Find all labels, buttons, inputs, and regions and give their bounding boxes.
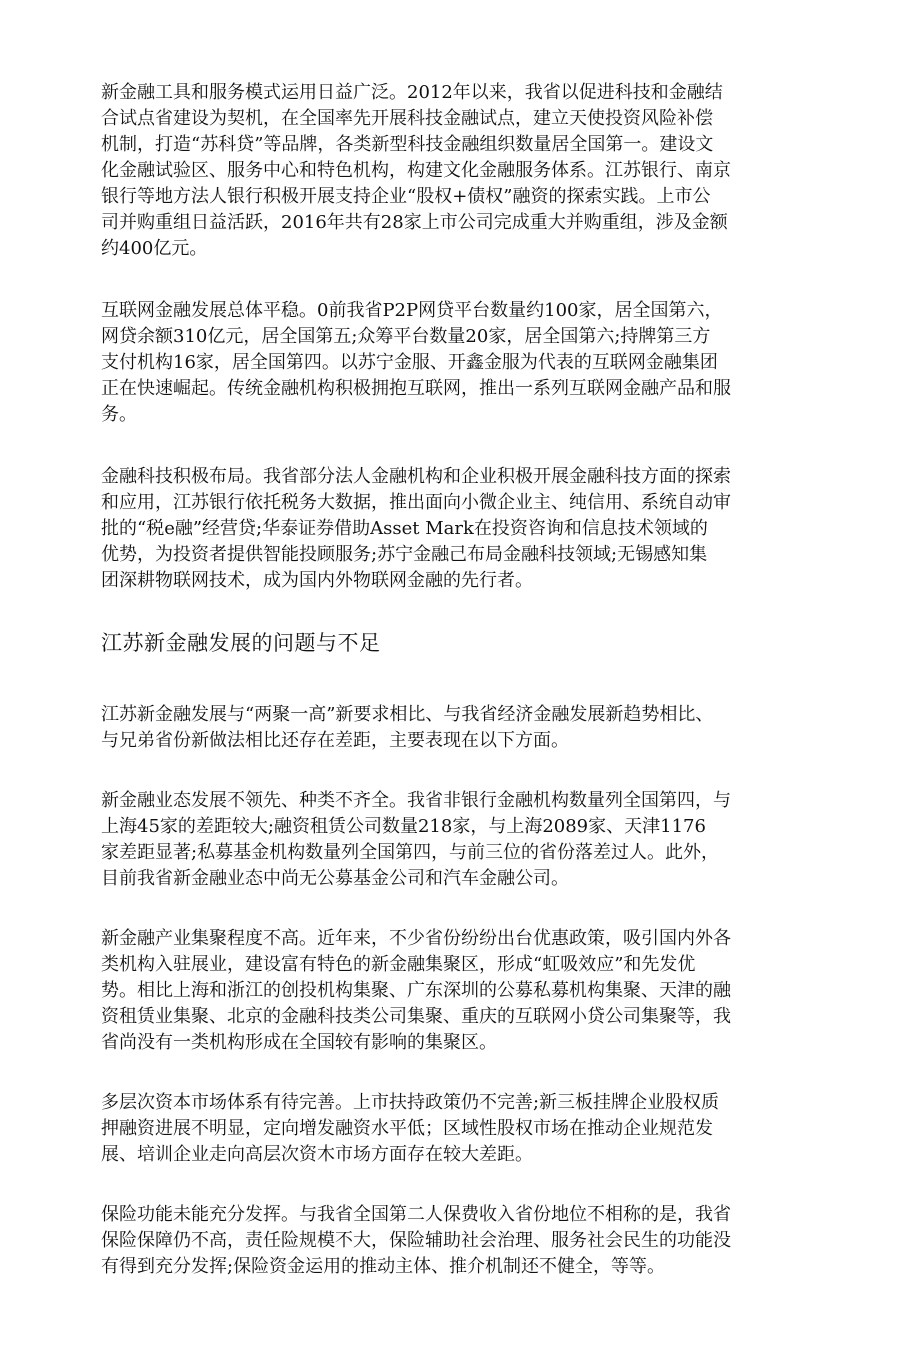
paragraph-industry-cluster: 新金融产业集聚程度不高。近年来，不少省份纷纷出台优惠政策，吸引国内外各 类机构入驻展业，建设富有特色的新金融集聚区，形成“虹吸效应”和先发优 势。相比上海和浙江的创投机构集聚、广东深圳的公募私募机构集聚、天津的融 资租赁业集聚、北京的金融科技类公司集聚、重庆的互联网小贷公司集聚等，我 省尚没有一类机构形成在全国较有影响的集聚区。	[101, 928, 731, 1053]
paragraph-fintech: 金融科技积极布局。我省部分法人金融机构和企业积极开展金融科技方面的探索 和应用，江苏银行依托税务大数据，推出面向小微企业主、纯信用、系统自动审 批的“税e融”经营贷;华泰证券借助Asset Mark在投资咨询和信息技术领域的 优势，为投资者提供智能投顾服务;苏宁金融己布局金融科技领域;无锡感知集 团深耕物联网技术，成为国内外物联网金融的先行者。	[101, 466, 731, 591]
paragraph-internet-finance: 互联网金融发展总体平稳。0前我省P2P网贷平台数量约100家，居全国第六， 网贷余额310亿元，居全国第五;众筹平台数量20家，居全国第六;持牌第三方 支付机构16家，居全国第四。以苏宁金服、开鑫金服为代表的互联网金融集团 正在快速崛起。传统金融机构积极拥抱互联网，推出一系列互联网金融产品和服 务。	[101, 300, 731, 425]
paragraph-insurance: 保险功能未能充分发挥。与我省全国第二人保费收入省份地位不相称的是，我省 保险保障仍不高，责任险规模不大，保险辅助社会治理、服务社会民生的功能没 有得到充分发挥;保险资金运用的推动主体、推介机制还不健全，等等。	[101, 1204, 731, 1277]
paragraph-business-types: 新金融业态发展不领先、种类不齐全。我省非银行金融机构数量列全国第四，与 上海45家的差距较大;融资租赁公司数量218家，与上海2089家、天津1176 家差距显著;私募基金机构数量列全国第四，与前三位的省份落差过人。此外， 目前我省新金融业态中尚无公募基金公司和汽车金融公司。	[101, 790, 731, 889]
paragraph-new-financial-tools: 新金融工具和服务模式运用日益广泛。2012年以来，我省以促进科技和金融结 合试点省建设为契机，在全国率先开展科技金融试点，建立天使投资风险补偿 机制，打造“苏科贷”等品牌，各类新型科技金融组织数量居全国第一。建设文 化金融试验区、服务中心和特色机构，构建文化金融服务体系。江苏银行、南京 银行等地方法人银行积极开展支持企业“股权+债权”融资的探索实践。上市公 司并购重组日益活跃，2016年共有28家上市公司完成重大并购重组，涉及金额 约400亿元。	[101, 82, 731, 259]
section-heading: 江苏新金融发展的问题与不足	[101, 631, 381, 655]
paragraph-capital-market: 多层次资本市场体系有待完善。上市扶持政策仍不完善;新三板挂牌企业股权质 押融资进展不明显，定向增发融资水平低；区域性股权市场在推动企业规范发 展、培训企业走向高层次资木市场方面存在较大差距。	[101, 1092, 720, 1165]
paragraph-gap-summary: 江苏新金融发展与“两聚一高”新要求相比、与我省经济金融发展新趋势相比、 与兄弟省份新做法相比还存在差距，主要表现在以下方面。	[101, 704, 714, 751]
document-page	[101, 80, 801, 1314]
